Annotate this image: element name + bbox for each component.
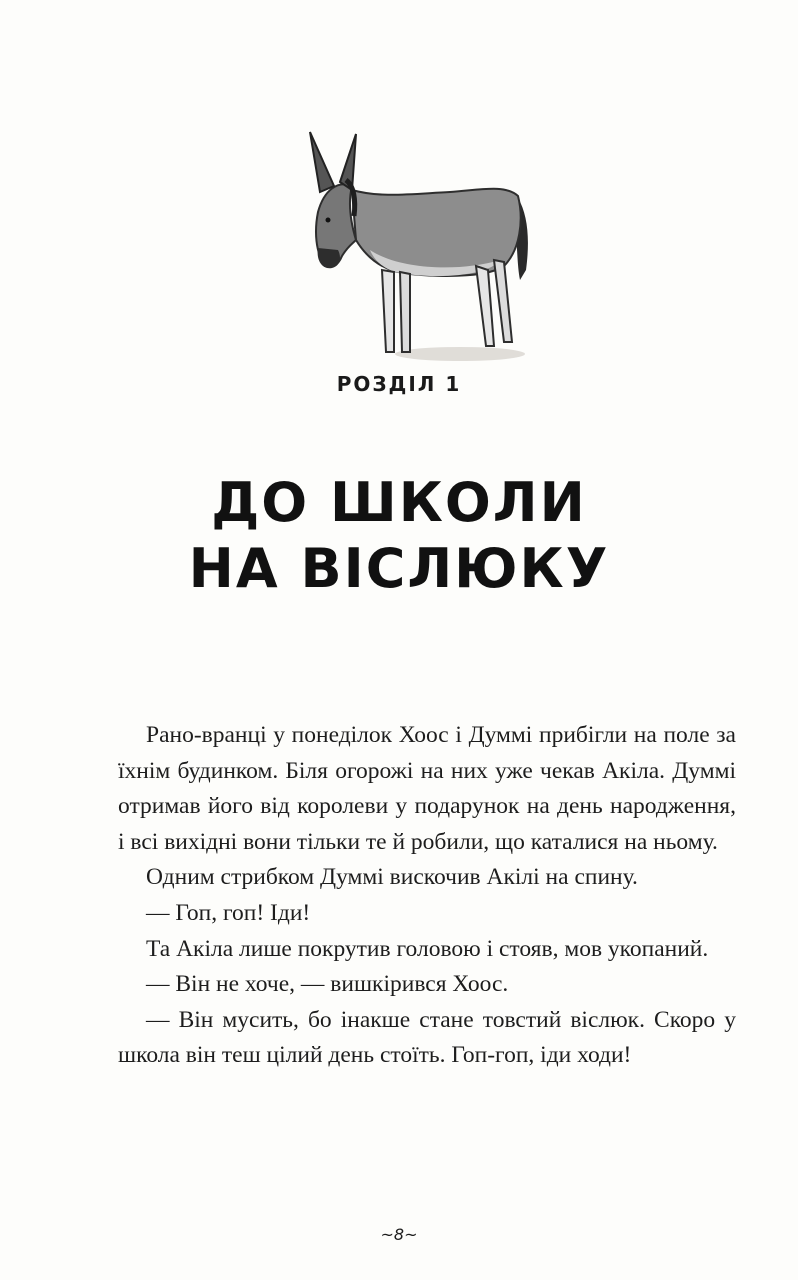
paragraph: — Він не хоче, — вишкірився Хоос. — [146, 971, 509, 998]
chapter-label: РОЗДІЛ 1 — [336, 372, 462, 396]
donkey-illustration — [290, 120, 560, 370]
paragraph: Та Акіла лише покрутив головою і стояв, мов укопаний. — [146, 935, 709, 962]
page-number: ~8~ — [380, 1225, 418, 1244]
paragraph: Одним стрибком Думмі вискочив Акілі на спину. — [146, 864, 638, 891]
paragraph: Рано-вранці у понеділок Хоос і Думмі прибігли на поле за їхнім будинком. Біля огорожі на них уже чекав Акіла. Думмі отримав його від королеви у подарунок на день народження, і всі вихідні вони тільки те й робили, що каталися на ньому. — [118, 722, 736, 855]
paragraph: — Він мусить, бо інакше стане товстий віслюк. Скоро у школа він теш цілий день стоїть. Гоп-гоп, іди ходи! — [118, 1006, 736, 1069]
paragraph: — Гоп, гоп! Іди! — [146, 899, 311, 926]
chapter-title — [0, 470, 798, 602]
chapter-title-line-1: ДО ШКОЛИ — [211, 471, 587, 534]
chapter-title-line-2: НА ВІСЛЮКУ — [188, 537, 610, 600]
body-text — [118, 718, 736, 1074]
